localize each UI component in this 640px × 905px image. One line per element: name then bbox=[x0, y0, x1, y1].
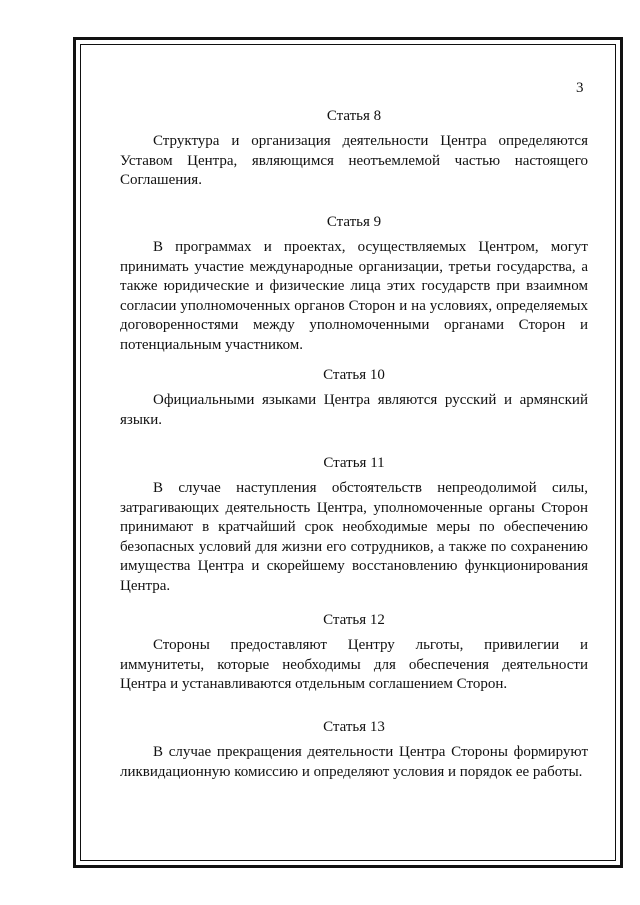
article-11 bbox=[120, 455, 588, 596]
article-8 bbox=[120, 108, 588, 191]
article-text: В программах и проектах, осуществляемых Центром, могут принимать участие международные организации, третьи государства, а также юридические и физические лица этих государств при взаимном согласии уполномоченных органов Сторон и на условиях, определяемых договоренностями между уполномоченными органами Сторон и потенциальным участником. bbox=[120, 239, 588, 353]
article-heading: Статья 13 bbox=[323, 719, 385, 735]
article-text: В случае прекращения деятельности Центра Стороны формируют ликвидационную комиссию и определяют условия и порядок ее работы. bbox=[120, 744, 588, 780]
article-heading: Статья 11 bbox=[323, 455, 385, 471]
article-9 bbox=[120, 214, 588, 355]
article-heading: Статья 9 bbox=[326, 214, 382, 230]
article-12 bbox=[120, 612, 588, 695]
article-text: Стороны предоставляют Центру льготы, привилегии и иммунитеты, которые необходимы для обеспечения деятельности Центра и устанавливаются отдельным соглашением Сторон. bbox=[120, 637, 588, 692]
article-text: Официальными языками Центра являются русский и армянский языки. bbox=[120, 392, 588, 428]
article-text: В случае наступления обстоятельств непреодолимой силы, затрагивающих деятельность Центра, уполномоченные органы Сторон принимают в кратчайший срок необходимые меры по обеспечению безопасных условий для жизни его сотрудников, а также по сохранению имущества Центра и скорейшему восстановлению функционирования Центра. bbox=[120, 480, 588, 594]
article-13 bbox=[120, 719, 588, 782]
article-heading: Статья 8 bbox=[326, 108, 382, 124]
page-number: 3 bbox=[576, 80, 584, 96]
article-heading: Статья 12 bbox=[323, 612, 385, 628]
article-text: Структура и организация деятельности Центра определяются Уставом Центра, являющимся неотъемлемой частью настоящего Соглашения. bbox=[120, 133, 588, 188]
article-10 bbox=[120, 367, 588, 430]
article-heading: Статья 10 bbox=[323, 367, 385, 383]
